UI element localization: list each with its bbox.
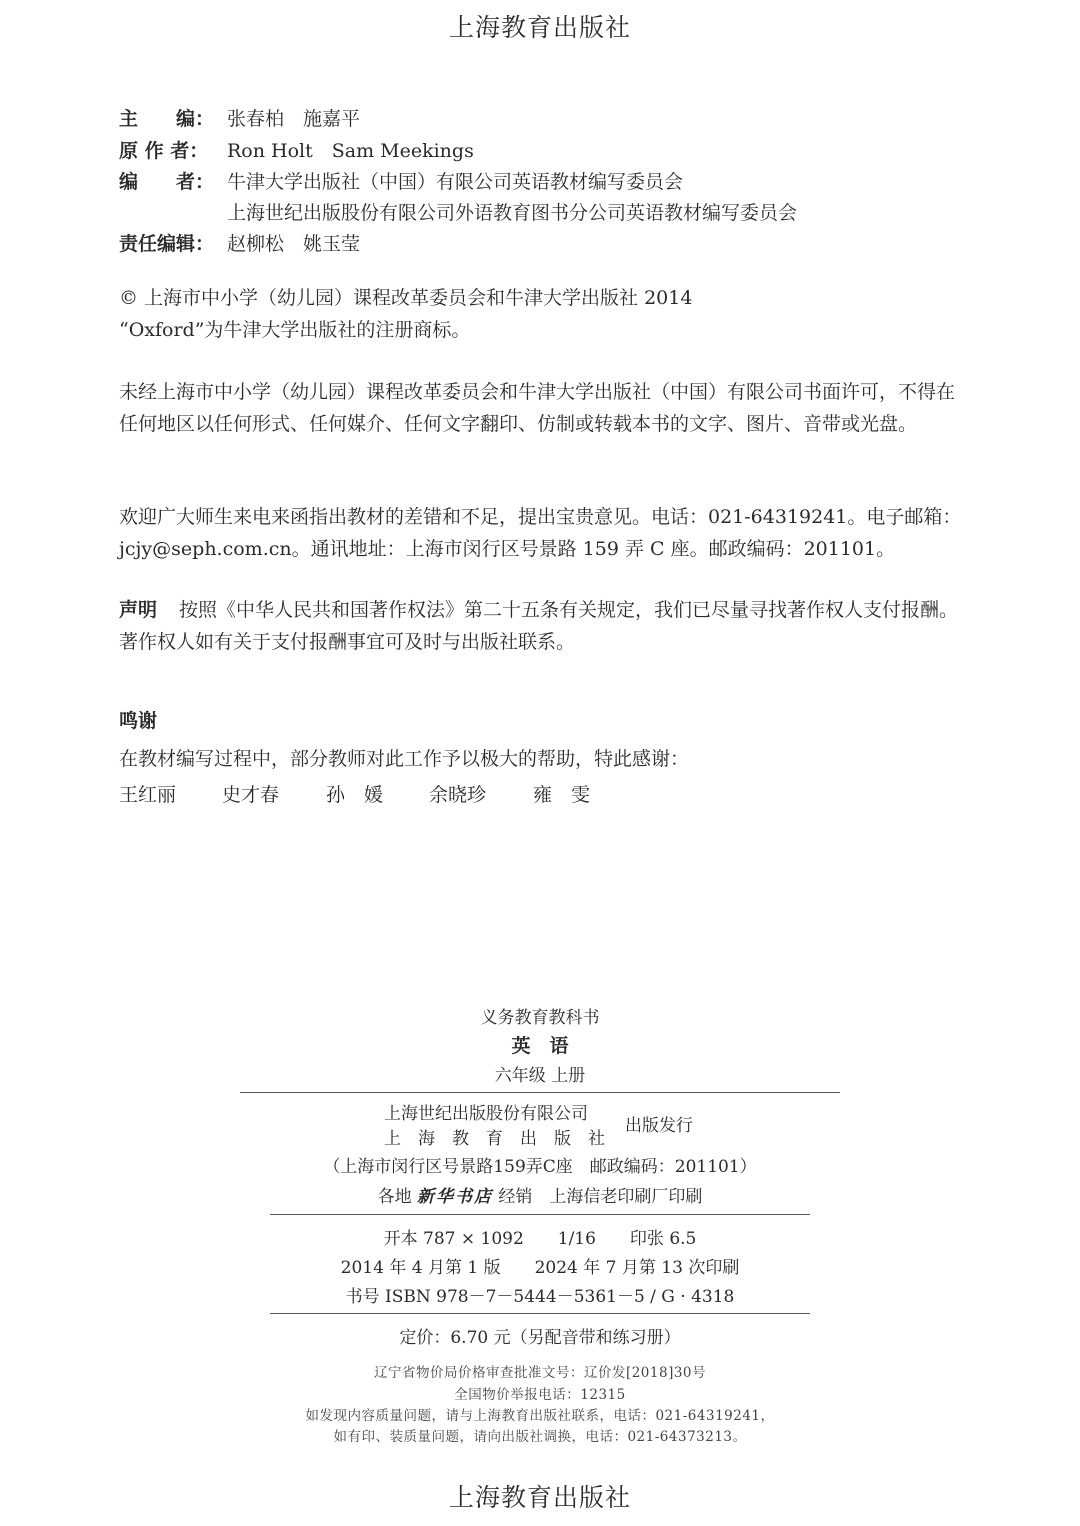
acknowledged-name: 史才春: [222, 784, 280, 806]
acknowledgement-text: 在教材编写过程中，部分教师对此工作予以极大的帮助，特此感谢：: [119, 748, 690, 770]
imprint-publish-role: 出版发行: [625, 1116, 693, 1136]
statement-label: 声明: [119, 599, 158, 621]
imprint-distribution: [0, 1182, 1080, 1207]
credit-label: 编 者：: [119, 171, 215, 193]
credit-value: 张春柏 施嘉平: [227, 108, 361, 130]
copyright-line-2: “Oxford”为牛津大学出版社的注册商标。: [119, 319, 471, 341]
credit-value: 牛津大学出版社（中国）有限公司英语教材编写委员会: [227, 171, 684, 193]
feedback-paragraph: 欢迎广大师生来电来函指出教材的差错和不足，提出宝贵意见。电话：021-64319241。电子邮箱：jcjy@seph.com.cn。通讯地址：上海市闵行区号景路 159 弄 C 座。邮政编码：201101。: [119, 506, 962, 560]
credit-label: 主 编：: [119, 108, 215, 130]
credit-value: Ron Holt Sam Meekings: [227, 140, 474, 162]
imprint-format: 开本 787 × 1092 1/16 印张 6.5: [383, 1229, 697, 1249]
imprint-address: （上海市闵行区号景路159弄C座 邮政编码：201101）: [323, 1157, 757, 1177]
imprint-series: 义务教育教科书: [480, 1008, 600, 1028]
imprint-isbn: 书号 ISBN 978－7－5444－5361－5 / G · 4318: [345, 1287, 735, 1307]
imprint-publisher-1: 上海世纪出版股份有限公司: [384, 1104, 588, 1124]
statement-text: 按照《中华人民共和国著作权法》第二十五条有关规定，我们已尽量寻找著作权人支付报酬。著作权人如有关于支付报酬事宜可及时与出版社联系。: [119, 599, 959, 653]
imprint-note: 辽宁省物价局价格审查批准文号：辽价发[2018]30号: [373, 1365, 707, 1381]
copyright-notice: [119, 282, 969, 346]
imprint-edition: 2014 年 4 月第 1 版 2024 年 7 月第 13 次印刷: [340, 1258, 740, 1278]
imprint-subject: 英 语: [511, 1035, 569, 1057]
acknowledged-name: 王红丽: [119, 784, 177, 806]
imprint-publisher-2: 上 海 教 育 出 版 社: [384, 1129, 605, 1149]
imprint-note: 全国物价举报电话：12315: [454, 1387, 626, 1403]
credit-original-authors: [119, 136, 474, 163]
imprint-note: 如有印、装质量问题，请向出版社调换，电话：021-64373213。: [333, 1429, 747, 1445]
credit-editors: [119, 167, 683, 194]
acknowledged-name: 孙 媛: [326, 784, 384, 806]
credit-label: 原 作 者：: [119, 140, 209, 162]
credit-editors-line2: 上海世纪出版股份有限公司外语教育图书分公司英语教材编写委员会: [227, 202, 798, 224]
imprint-price: 定价：6.70 元（另配音带和练习册）: [399, 1328, 681, 1348]
distribution-suffix: 经销 上海信老印刷厂印刷: [498, 1187, 703, 1207]
imprint-note: 如发现内容质量问题，请与上海教育出版社联系，电话：021-64319241，: [305, 1408, 775, 1424]
imprint-divider: [270, 1214, 810, 1215]
statement-paragraph: [119, 594, 969, 658]
credit-chief-editor: [119, 104, 360, 131]
acknowledged-name: 雍 雯: [533, 784, 591, 806]
xinhua-bookstore-logo: 新华书店: [417, 1187, 493, 1207]
imprint-grade: 六年级 上册: [494, 1066, 586, 1086]
credit-value: 赵柳松 姚玉莹: [227, 233, 361, 255]
page-header-publisher: 上海教育出版社: [448, 13, 631, 42]
copyright-line-1: © 上海市中小学（幼儿园）课程改革委员会和牛津大学出版社 2014: [119, 287, 693, 309]
credit-label: 责任编辑：: [119, 233, 215, 255]
acknowledged-name: 余晓珍: [429, 784, 487, 806]
page-footer-publisher: 上海教育出版社: [448, 1483, 631, 1512]
credit-responsible-editors: [119, 229, 360, 256]
acknowledgement-title: 鸣谢: [119, 710, 158, 732]
permission-paragraph: 未经上海市中小学（幼儿园）课程改革委员会和牛津大学出版社（中国）有限公司书面许可，不得在任何地区以任何形式、任何媒介、任何文字翻印、仿制或转载本书的文字、图片、音带或光盘。: [119, 381, 956, 435]
distribution-prefix: 各地: [377, 1187, 412, 1207]
imprint-divider: [270, 1313, 810, 1314]
imprint-divider: [240, 1092, 840, 1093]
